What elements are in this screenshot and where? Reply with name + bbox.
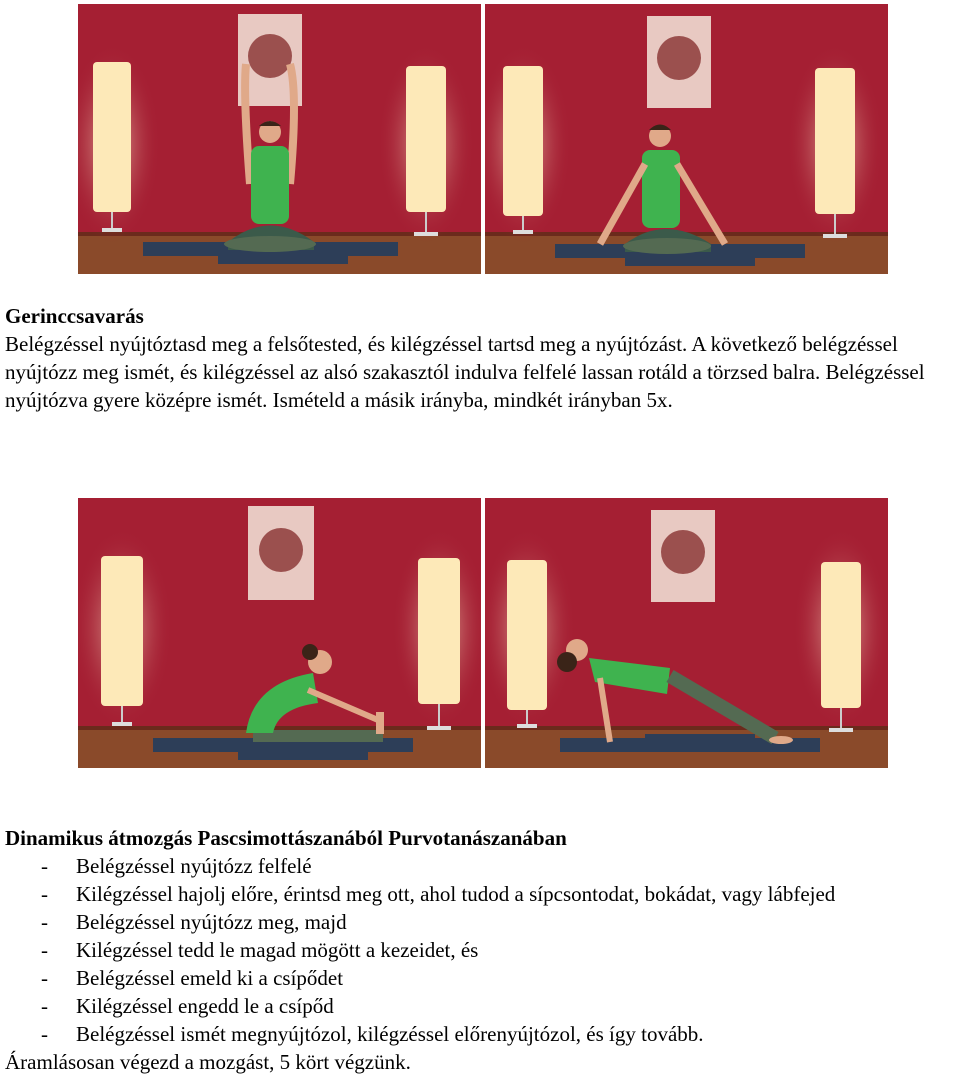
list-item <box>5 1020 960 1048</box>
section-spinal-twist <box>5 302 955 414</box>
bullet-dash: - <box>41 882 48 906</box>
bullet-dash: - <box>41 1022 48 1046</box>
list-item <box>5 908 960 936</box>
photo-seated-twist <box>485 4 888 274</box>
step-text: Kilégzéssel engedd le a csípőd <box>76 994 334 1018</box>
bullet-dash: - <box>41 966 48 990</box>
step-text: Belégzéssel nyújtózz meg, majd <box>76 910 347 934</box>
bullet-dash: - <box>41 854 48 878</box>
bullet-dash: - <box>41 938 48 962</box>
step-text: Belégzéssel emeld ki a csípődet <box>76 966 344 990</box>
bullet-dash: - <box>41 994 48 1018</box>
step-text: Belégzéssel nyújtózz felfelé <box>76 854 312 878</box>
photo-seated-forward-bend <box>78 498 481 768</box>
list-item <box>5 852 960 880</box>
list-item <box>5 936 960 964</box>
section-heading: Gerinccsavarás <box>5 304 144 328</box>
bullet-dash: - <box>41 910 48 934</box>
step-text: Kilégzéssel tedd le magad mögött a kezeidet, és <box>76 938 479 962</box>
section-heading: Dinamikus átmozgás Pascsimottászanából Purvotanászanában <box>5 826 567 850</box>
step-text: Belégzéssel ismét megnyújtózol, kilégzéssel előrenyújtózol, és így tovább. <box>76 1022 704 1046</box>
list-item <box>5 880 960 908</box>
step-text: Kilégzéssel hajolj előre, érintsd meg ott, ahol tudod a sípcsontodat, bokádat, vagy lábfejed <box>76 882 836 906</box>
steps-list <box>5 852 960 1048</box>
section-dynamic-flow <box>5 824 960 1076</box>
closing-text: Áramlásosan végezd a mozgást, 5 kört végzünk. <box>5 1050 411 1074</box>
photo-seated-arms-raised <box>78 4 481 274</box>
photo-reverse-plank <box>485 498 888 768</box>
list-item <box>5 964 960 992</box>
section-body: Belégzéssel nyújtóztasd meg a felsőtested, és kilégzéssel tartsd meg a nyújtózást. A következő belégzéssel nyújtózz meg ismét, és kilégzéssel az alsó szakasztól indulva felfelé lassan rotáld a törzsed balra. Belégzéssel nyújtózva gyere középre ismét. Ismételd a másik irányba, mindkét irányban 5x. <box>5 332 925 412</box>
list-item <box>5 992 960 1020</box>
